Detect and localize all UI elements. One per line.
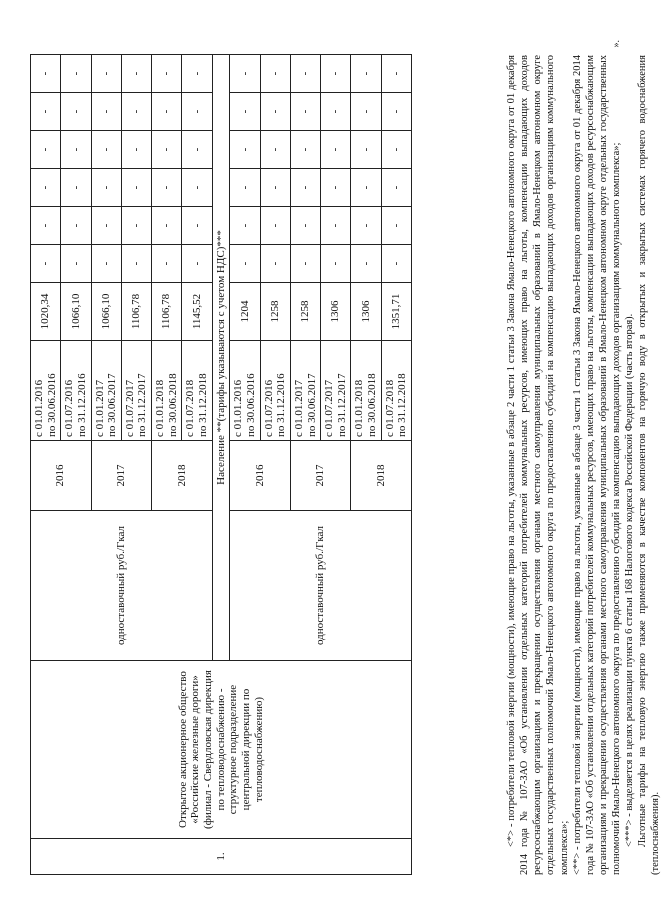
footnote-1: <*> - потребители тепловой энергии (мощности), имеющие право на льготы, указанные в абзаце 2 части 1 статьи 3 Закона Ямало-Ненецкого автономного округа от 01 декабря 2014 года № 107-ЗАО «Об установлении отдельных категорий потребителей коммунальных ресурсов, имеющих право на льготы, компенсации выпадающих доходов ресурсоснабжающим организациям и прекращении осуществления органами местного самоуправления муниципальных образований в Ямало-Ненецком автономном округе отдельных государственных полномочий Ямало-Ненецкого автономного округа по предоставлению субсидий на компенсацию выпадающих доходов организациям коммунального комплекса»; (506, 55, 570, 875)
period-cell: с 01.07.2016 по 31.12.2016 (61, 341, 91, 441)
year-cell: 2018 (351, 441, 412, 511)
period-cell: с 01.07.2017 по 31.12.2017 (121, 341, 151, 441)
footnote-2: <**> - потребители тепловой энергии (мощности), имеющие право на льготы, указанные в абзаце 3 части 1 статьи 3 Закона Ямало-Ненецкого автономного округа от 01 декабря 2014 года № 107-ЗАО «Об установлении отдельных категорий потребителей коммунальных ресурсов, имеющих право на льготы, компенсации выпадающих доходов ресурсоснабжающим организациям и прекращении осуществления органами местного самоуправления муниципальных образований в Ямало-Ненецком автономном округе отдельных государственных полномочий Ямало-Ненецкого автономного округа по предоставлению субсидий на компенсацию выпадающих доходов организациям коммунального комплекса»; (571, 55, 622, 875)
footnotes (505, 55, 663, 875)
period-cell: с 01.07.2018 по 31.12.2018 (182, 341, 212, 441)
unit-label: одноставочный руб./Гкал (230, 511, 412, 661)
tariff-value: 1020,34 (31, 283, 61, 341)
period-cell: с 01.01.2017 по 30.06.2017 (91, 341, 121, 441)
period-cell: с 01.07.2018 по 31.12.2018 (381, 341, 411, 441)
tariff-value: 1306 (351, 283, 381, 341)
tariff-value: 1258 (260, 283, 290, 341)
tariff-value: 1204 (230, 283, 260, 341)
tariff-value: 1306 (321, 283, 351, 341)
year-cell: 2016 (31, 441, 92, 511)
tariff-table (30, 54, 412, 875)
year-cell: 2018 (152, 441, 213, 511)
population-band-label: Население **(тарифы указываются с учетом НДС)*** (212, 55, 230, 661)
period-cell: с 01.07.2016 по 31.12.2016 (260, 341, 290, 441)
period-cell: с 01.07.2017 по 31.12.2017 (321, 341, 351, 441)
tariff-value: 1106,78 (121, 283, 151, 341)
year-cell: 2017 (91, 441, 152, 511)
row-a5: с 01.07.2018 по 31.12.2018 1145,52 - - - - - - (182, 55, 212, 875)
row-b0: одноставочный руб./Гкал 2016 с 01.01.2016 по 30.06.2016 1204 - - - - - - (230, 55, 260, 875)
row-a2: 2017 с 01.01.2017 по 30.06.2017 1066,10 - - - - - - (91, 55, 121, 875)
organization-name: Открытое акционерное общество «Российские железные дороги» (филиал - Свердловская дирекция по тепловодоснабжению - структурное подразделение центральной дирекции по тепловодоснабжению) (31, 661, 412, 839)
row-b4: 2018 с 01.01.2018 по 30.06.2018 1306 - - - - - - (351, 55, 381, 875)
tariff-value: 1066,10 (61, 283, 91, 341)
row-b5: с 01.07.2018 по 31.12.2018 1351,71 - - - - - - (381, 55, 411, 875)
footnote-3: <***> - выделяется в целях реализации пункта 6 статьи 168 Налогового кодекса Российской Федерации (часть вторая). (624, 313, 636, 847)
period-cell: с 01.01.2018 по 30.06.2018 (152, 341, 182, 441)
row-a4: 2018 с 01.01.2018 по 30.06.2018 1106,78 - - - - - - (152, 55, 182, 875)
row-a3: с 01.07.2017 по 31.12.2017 1106,78 - - - - - - (121, 55, 151, 875)
unit-label: одноставочный руб./Гкал (31, 511, 213, 661)
row-a0: 1. Открытое акционерное общество «Российские железные дороги» (филиал - Свердловская дирекция по тепловодоснабжению - структурное подразделение центральной дирекции по тепловодоснабжению) одноставочный руб./Гкал 2016 с 01.01.2016 по 30.06.2016 1020,34 - - - - - - (31, 55, 61, 875)
period-cell: с 01.01.2018 по 30.06.2018 (351, 341, 381, 441)
year-cell: 2017 (290, 441, 351, 511)
tariff-value: 1106,78 (152, 283, 182, 341)
tariff-value: 1145,52 (182, 283, 212, 341)
row-b3: с 01.07.2017 по 31.12.2017 1306 - - - - - - (321, 55, 351, 875)
tariff-value: 1066,10 (91, 283, 121, 341)
period-cell: с 01.01.2016 по 30.06.2016 (230, 341, 260, 441)
closing-quote-mark: ». (611, 40, 622, 48)
row-b1: с 01.07.2016 по 31.12.2016 1258 - - - - - - (260, 55, 290, 875)
period-cell: с 01.01.2017 по 30.06.2017 (290, 341, 320, 441)
row-b2: 2017 с 01.01.2017 по 30.06.2017 1258 - - - - - - (290, 55, 320, 875)
period-cell: с 01.01.2016 по 30.06.2016 (31, 341, 61, 441)
row-number: 1. (31, 839, 412, 875)
tariff-value: 1258 (290, 283, 320, 341)
footnote-4: Льготные тарифы на тепловую энергию также применяются в качестве компонентов на горячую воду в открытых и закрытых системах горячего водоснабжения (теплоснабжения). (637, 55, 662, 875)
year-cell: 2016 (230, 441, 291, 511)
row-a1: с 01.07.2016 по 31.12.2016 1066,10 - - - - - - (61, 55, 91, 875)
tariff-value: 1351,71 (381, 283, 411, 341)
